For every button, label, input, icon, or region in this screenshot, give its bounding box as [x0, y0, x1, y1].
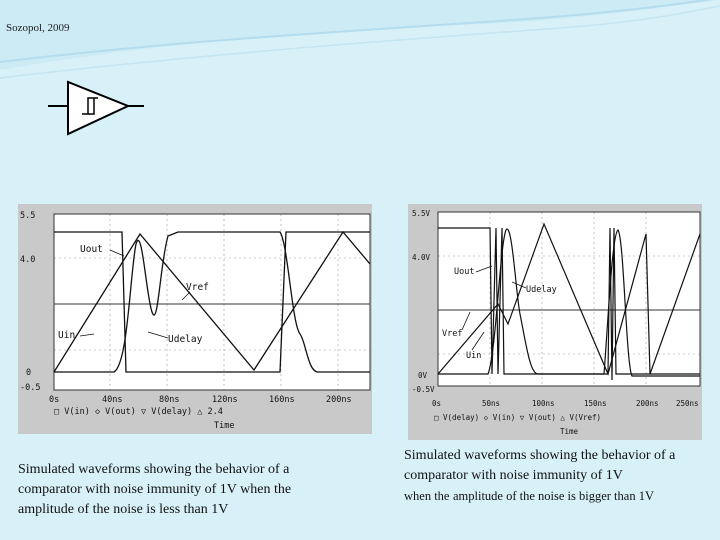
y-tick: -0.5 [20, 383, 41, 393]
caption-right-line2b: amplitude of the noise is bigger than 1V [452, 489, 654, 503]
label-uout: Uout [454, 267, 475, 277]
x-axis-label: Time [214, 421, 235, 431]
x-tick: 0s [432, 399, 442, 408]
label-uout: Uout [80, 244, 103, 255]
x-tick: 120ns [212, 395, 238, 405]
y-tick: 0V [418, 371, 428, 380]
x-tick: 160ns [269, 395, 295, 405]
x-tick: 200ns [326, 395, 352, 405]
caption-right [404, 446, 714, 507]
x-tick: 40ns [102, 395, 123, 405]
label-uin: Uin [58, 330, 76, 341]
x-tick: 100ns [532, 399, 555, 408]
x-tick: 50ns [482, 399, 501, 408]
waveform-plot-right [408, 204, 702, 440]
caption-right-line2a: when the [404, 489, 450, 503]
legend: □ V(in) ◇ V(out) ▽ V(delay) △ 2.4 [54, 407, 223, 417]
x-tick: 250ns [676, 399, 699, 408]
header-title: Sozopol, 2009 [6, 22, 70, 34]
x-tick: 80ns [159, 395, 180, 405]
y-tick: 4.0V [412, 253, 431, 262]
label-udelay: Udelay [168, 334, 203, 345]
x-tick: 0s [49, 395, 60, 405]
caption-right-line1: Simulated waveforms showing the behavior of a comparator with noise immunity of 1V [404, 448, 676, 483]
label-vref: Vref [186, 282, 209, 293]
x-axis-label: Time [560, 427, 579, 436]
waveform-plot-left [18, 204, 372, 434]
label-uin: Uin [466, 351, 482, 361]
schmitt-trigger-icon [48, 76, 148, 140]
label-vref: Vref [442, 329, 463, 339]
x-tick: 200ns [636, 399, 659, 408]
y-tick: 0 [26, 368, 32, 378]
y-tick: 5.5 [20, 211, 36, 221]
y-tick: 4.0 [20, 255, 36, 265]
label-udelay: Udelay [526, 285, 557, 295]
y-tick: 5.5V [412, 209, 431, 218]
caption-left: Simulated waveforms showing the behavior of a comparator with noise immunity of 1V when the amplitude of the noise is less than 1V [18, 462, 292, 517]
legend: □ V(delay) ◇ V(in) ▽ V(out) △ V(Vref) [434, 413, 602, 422]
y-tick: -0.5V [412, 385, 435, 394]
x-tick: 150ns [584, 399, 607, 408]
